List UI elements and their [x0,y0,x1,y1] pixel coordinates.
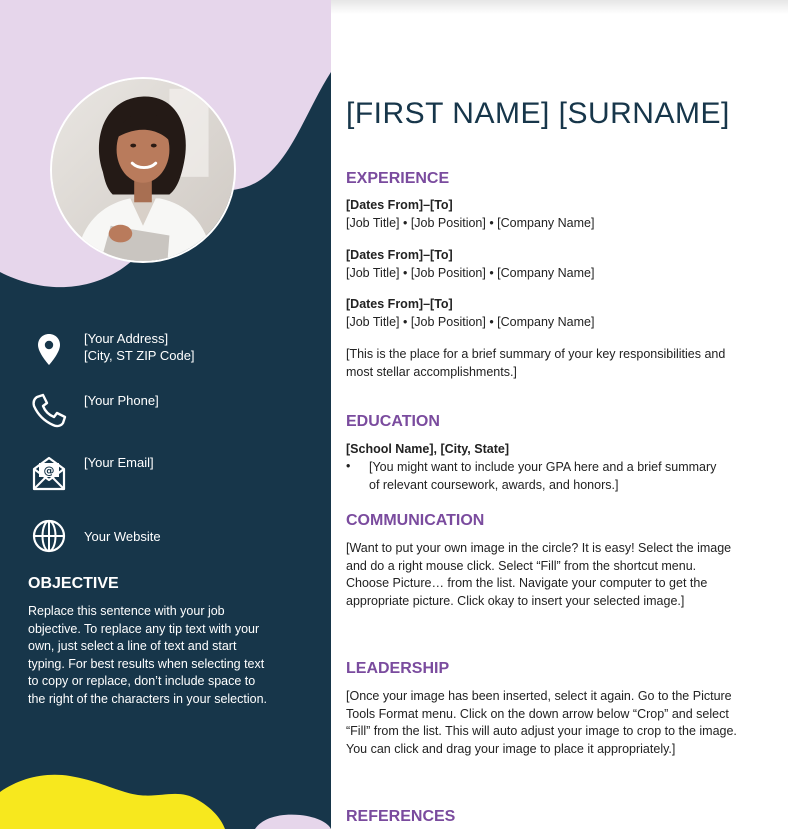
sidebar [0,0,331,829]
phone-icon [31,392,67,428]
leadership-text: [Once your image has been inserted, select it again. Go to the Picture Tools Format menu. Click on the down arrow below “Crop” and select “Fill” from the list. This will auto adjust your image to crop to the image. You can click and drag your image to place it appropriately.] [346,689,737,756]
experience-dates-2: [Dates From]–[To] [346,248,453,262]
experience-dates-1: [Dates From]–[To] [346,198,453,212]
email-text: [Your Email] [84,455,154,470]
experience-detail-1: [Job Title] • [Job Position] • [Company Name] [346,216,595,230]
objective-text: Replace this sentence with your job objective. To replace any tip text with your own, just select a line of text and start typing. For best results when selecting text to copy or replace, don’t include space to the right of the characters in your selection. [28,604,268,706]
profile-photo[interactable] [50,77,236,263]
communication-heading: COMMUNICATION [346,512,485,529]
experience-dates-3: [Dates From]–[To] [346,297,453,311]
website-text[interactable]: Your Website [84,529,161,544]
education-bullet: [You might want to include your GPA here and a brief summary of relevant coursework, awards, and honors.] [369,460,717,492]
svg-text:@: @ [43,464,55,477]
person-photo-icon [52,79,234,261]
experience-detail-3: [Job Title] • [Job Position] • [Company Name] [346,315,595,329]
page-top-shadow [330,0,788,14]
address-line1: [Your Address] [84,331,169,346]
experience-heading: EXPERIENCE [346,170,450,187]
education-heading: EDUCATION [346,413,440,430]
phone-text: [Your Phone] [84,393,159,408]
school-name: [School Name], [City, State] [346,442,509,456]
address-block [84,330,195,364]
experience-summary: [This is the place for a brief summary of your key responsibilities and most stellar accomplishments.] [346,347,726,379]
leadership-heading: LEADERSHIP [346,660,450,677]
bullet-dot: • [346,459,351,473]
location-pin-icon [31,331,67,367]
objective-heading: OBJECTIVE [28,575,119,592]
email-icon [31,455,67,491]
address-line2: [City, ST ZIP Code] [84,348,195,363]
globe-icon [31,518,67,554]
experience-detail-2: [Job Title] • [Job Position] • [Company Name] [346,266,595,280]
full-name-title: [FIRST NAME] [SURNAME] [346,97,730,130]
communication-text: [Want to put your own image in the circle? It is easy! Select the image and do a right mouse click. Select “Fill” from the shortcut menu. Choose Picture… from the list. Navigate your computer to get the appropriate picture. Click okay to insert your selected image.] [346,541,732,608]
references-heading: REFERENCES [346,808,456,825]
